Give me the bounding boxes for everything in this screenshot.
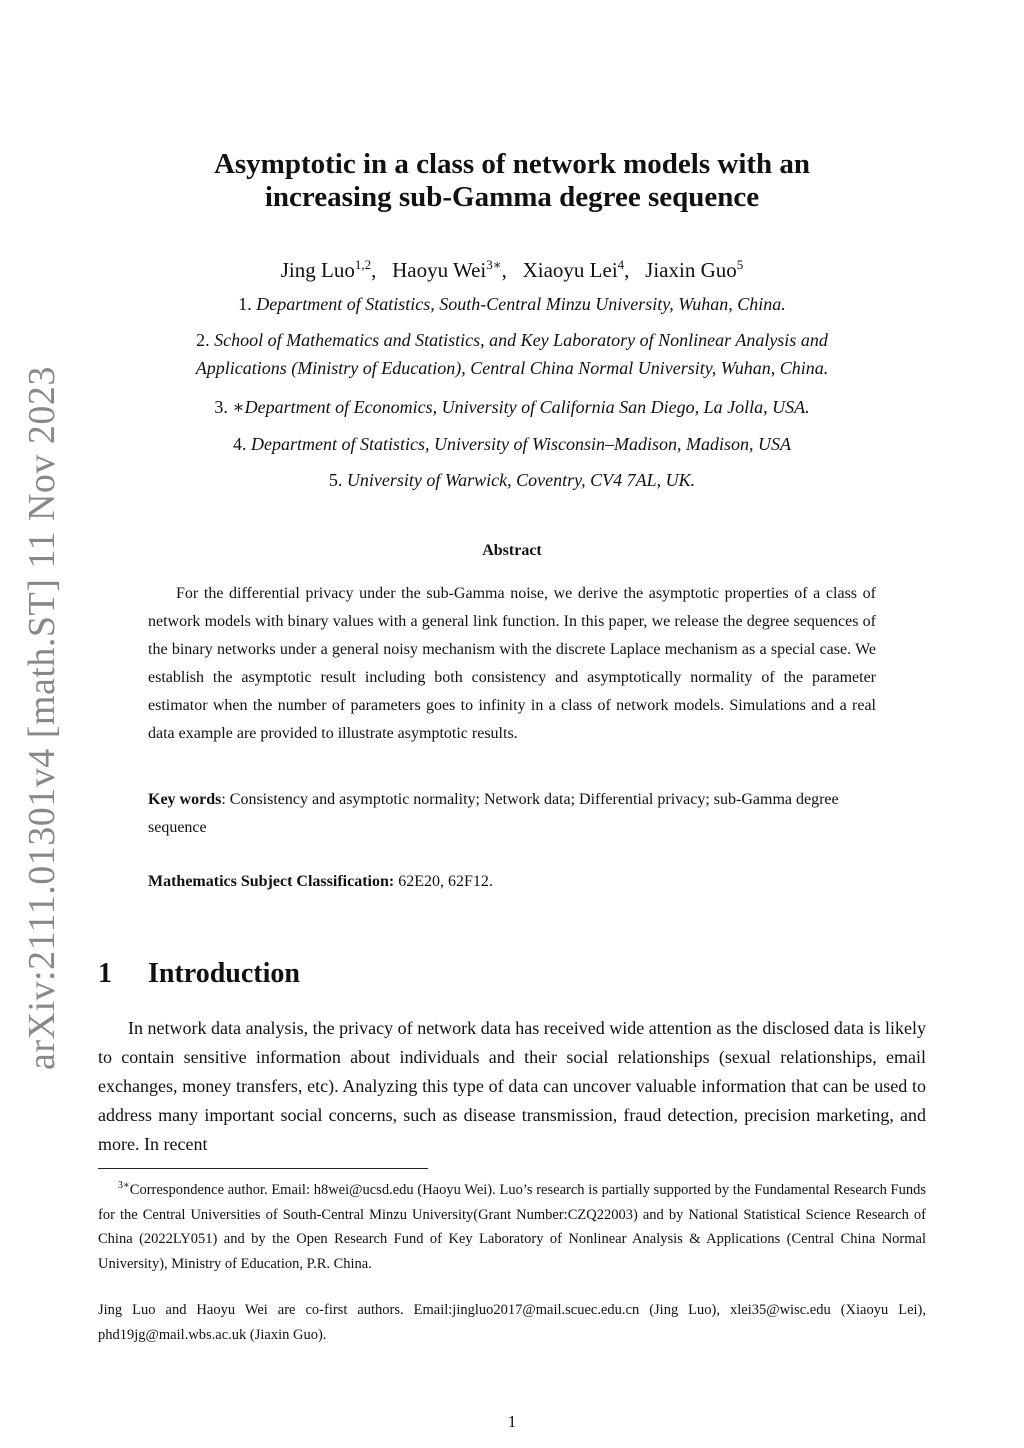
footnote-text: Correspondence author. Email: h8wei@ucsd.edu (Haoyu Wei). Luo’s research is partially supported by the Fundamental Research Funds for the Central Universities of South-Central Minzu University(Grant Number:CZQ22003) and by National Statistical Science Research of China (2022LY051) and by the Open Research Fund of Key Laboratory of Nonlinear Analysis & Applications (Central China Normal University), Ministry of Education, P.R. China. bbox=[98, 1182, 926, 1272]
author-name: Jiaxin Guo bbox=[645, 258, 737, 282]
keywords-text: : Consistency and asymptotic normality; Network data; Differential privacy; sub-Gamma degree sequence bbox=[148, 791, 839, 836]
author-sup: 5 bbox=[736, 257, 744, 272]
footnote-cofirst: Jing Luo and Haoyu Wei are co-first authors. Email:jingluo2017@mail.scuec.edu.cn (Jing Luo), xlei35@wisc.edu (Xiaoyu Lei), phd19jg@mail.wbs.ac.uk (Jiaxin Guo). bbox=[98, 1302, 926, 1343]
msc-label: Mathematics Subject Classification: bbox=[148, 873, 395, 890]
affiliation-2: 2. School of Mathematics and Statistics, and Key Laboratory of Nonlinear Analysis and Applications (Ministry of Education), Central China Normal University, Wuhan, China. bbox=[195, 330, 829, 378]
msc-classification bbox=[148, 870, 876, 894]
affiliation-5: 5. University of Warwick, Coventry, CV4 7AL, UK. bbox=[328, 470, 696, 490]
section-number: 1 bbox=[98, 958, 112, 989]
affiliation-4: 4. Department of Statistics, University of Wisconsin–Madison, Madison, USA bbox=[233, 434, 791, 454]
author-name: Haoyu Wei bbox=[392, 258, 487, 282]
author-sup: 4 bbox=[617, 257, 625, 272]
footnote-mark: 3∗ bbox=[118, 1180, 130, 1191]
author-name: Jing Luo bbox=[280, 258, 355, 282]
affiliation-3: 3. ∗Department of Economics, University of California San Diego, La Jolla, USA. bbox=[214, 397, 810, 417]
author-sup: 1,2 bbox=[354, 257, 372, 272]
page-number: 1 bbox=[507, 1412, 517, 1431]
author-list: Jing Luo$^{1,2}$, Haoyu Wei$^{3∗}$, Xiaoyu Lei$^4$, Jiaxin Guo$^5$ bbox=[280, 257, 744, 282]
section-heading bbox=[98, 954, 300, 994]
msc-codes: 62E20, 62F12. bbox=[394, 873, 493, 890]
title-line-2: increasing sub-Gamma degree sequence bbox=[264, 181, 760, 213]
abstract-text: For the differential privacy under the sub-Gamma noise, we derive the asymptotic properties of a class of network models with binary values with a general link function. In this paper, we release the degree sequences of the binary networks under a general noisy mechanism with the discrete Laplace mechanism as a special case. We establish the asymptotic result including both consistency and asymptotically normality of the parameter estimator when the number of parameters goes to infinity in a class of network models. Simulations and a real data example are provided to illustrate asymptotic results. bbox=[148, 585, 876, 742]
keywords-label: Key words bbox=[148, 791, 222, 808]
section-title: Introduction bbox=[148, 958, 300, 989]
keywords bbox=[148, 786, 876, 842]
author-name: Xiaoyu Lei bbox=[522, 258, 618, 282]
affiliation-1: 1. Department of Statistics, South-Central Minzu University, Wuhan, China. bbox=[238, 294, 786, 314]
arxiv-identifier: arXiv:2111.01301v4 [math.ST] 11 Nov 2023 bbox=[21, 366, 63, 1070]
author-sup: 3∗ bbox=[486, 257, 502, 272]
abstract-heading: Abstract bbox=[482, 542, 542, 559]
introduction-paragraph: In network data analysis, the privacy of network data has received wide attention as the disclosed data is likely to contain sensitive information about individuals and their social relationships (sexual relationships, email exchanges, money transfers, etc). Analyzing this type of data can uncover valuable information that can be used to address many important social concerns, such as disease transmission, fraud detection, precision marketing, and more. In recent bbox=[98, 1018, 926, 1154]
title-line-1: Asymptotic in a class of network models with an bbox=[213, 148, 811, 180]
footnote-divider bbox=[98, 1168, 428, 1169]
footnote-correspondence bbox=[98, 1174, 926, 1276]
paper-title bbox=[100, 148, 924, 214]
